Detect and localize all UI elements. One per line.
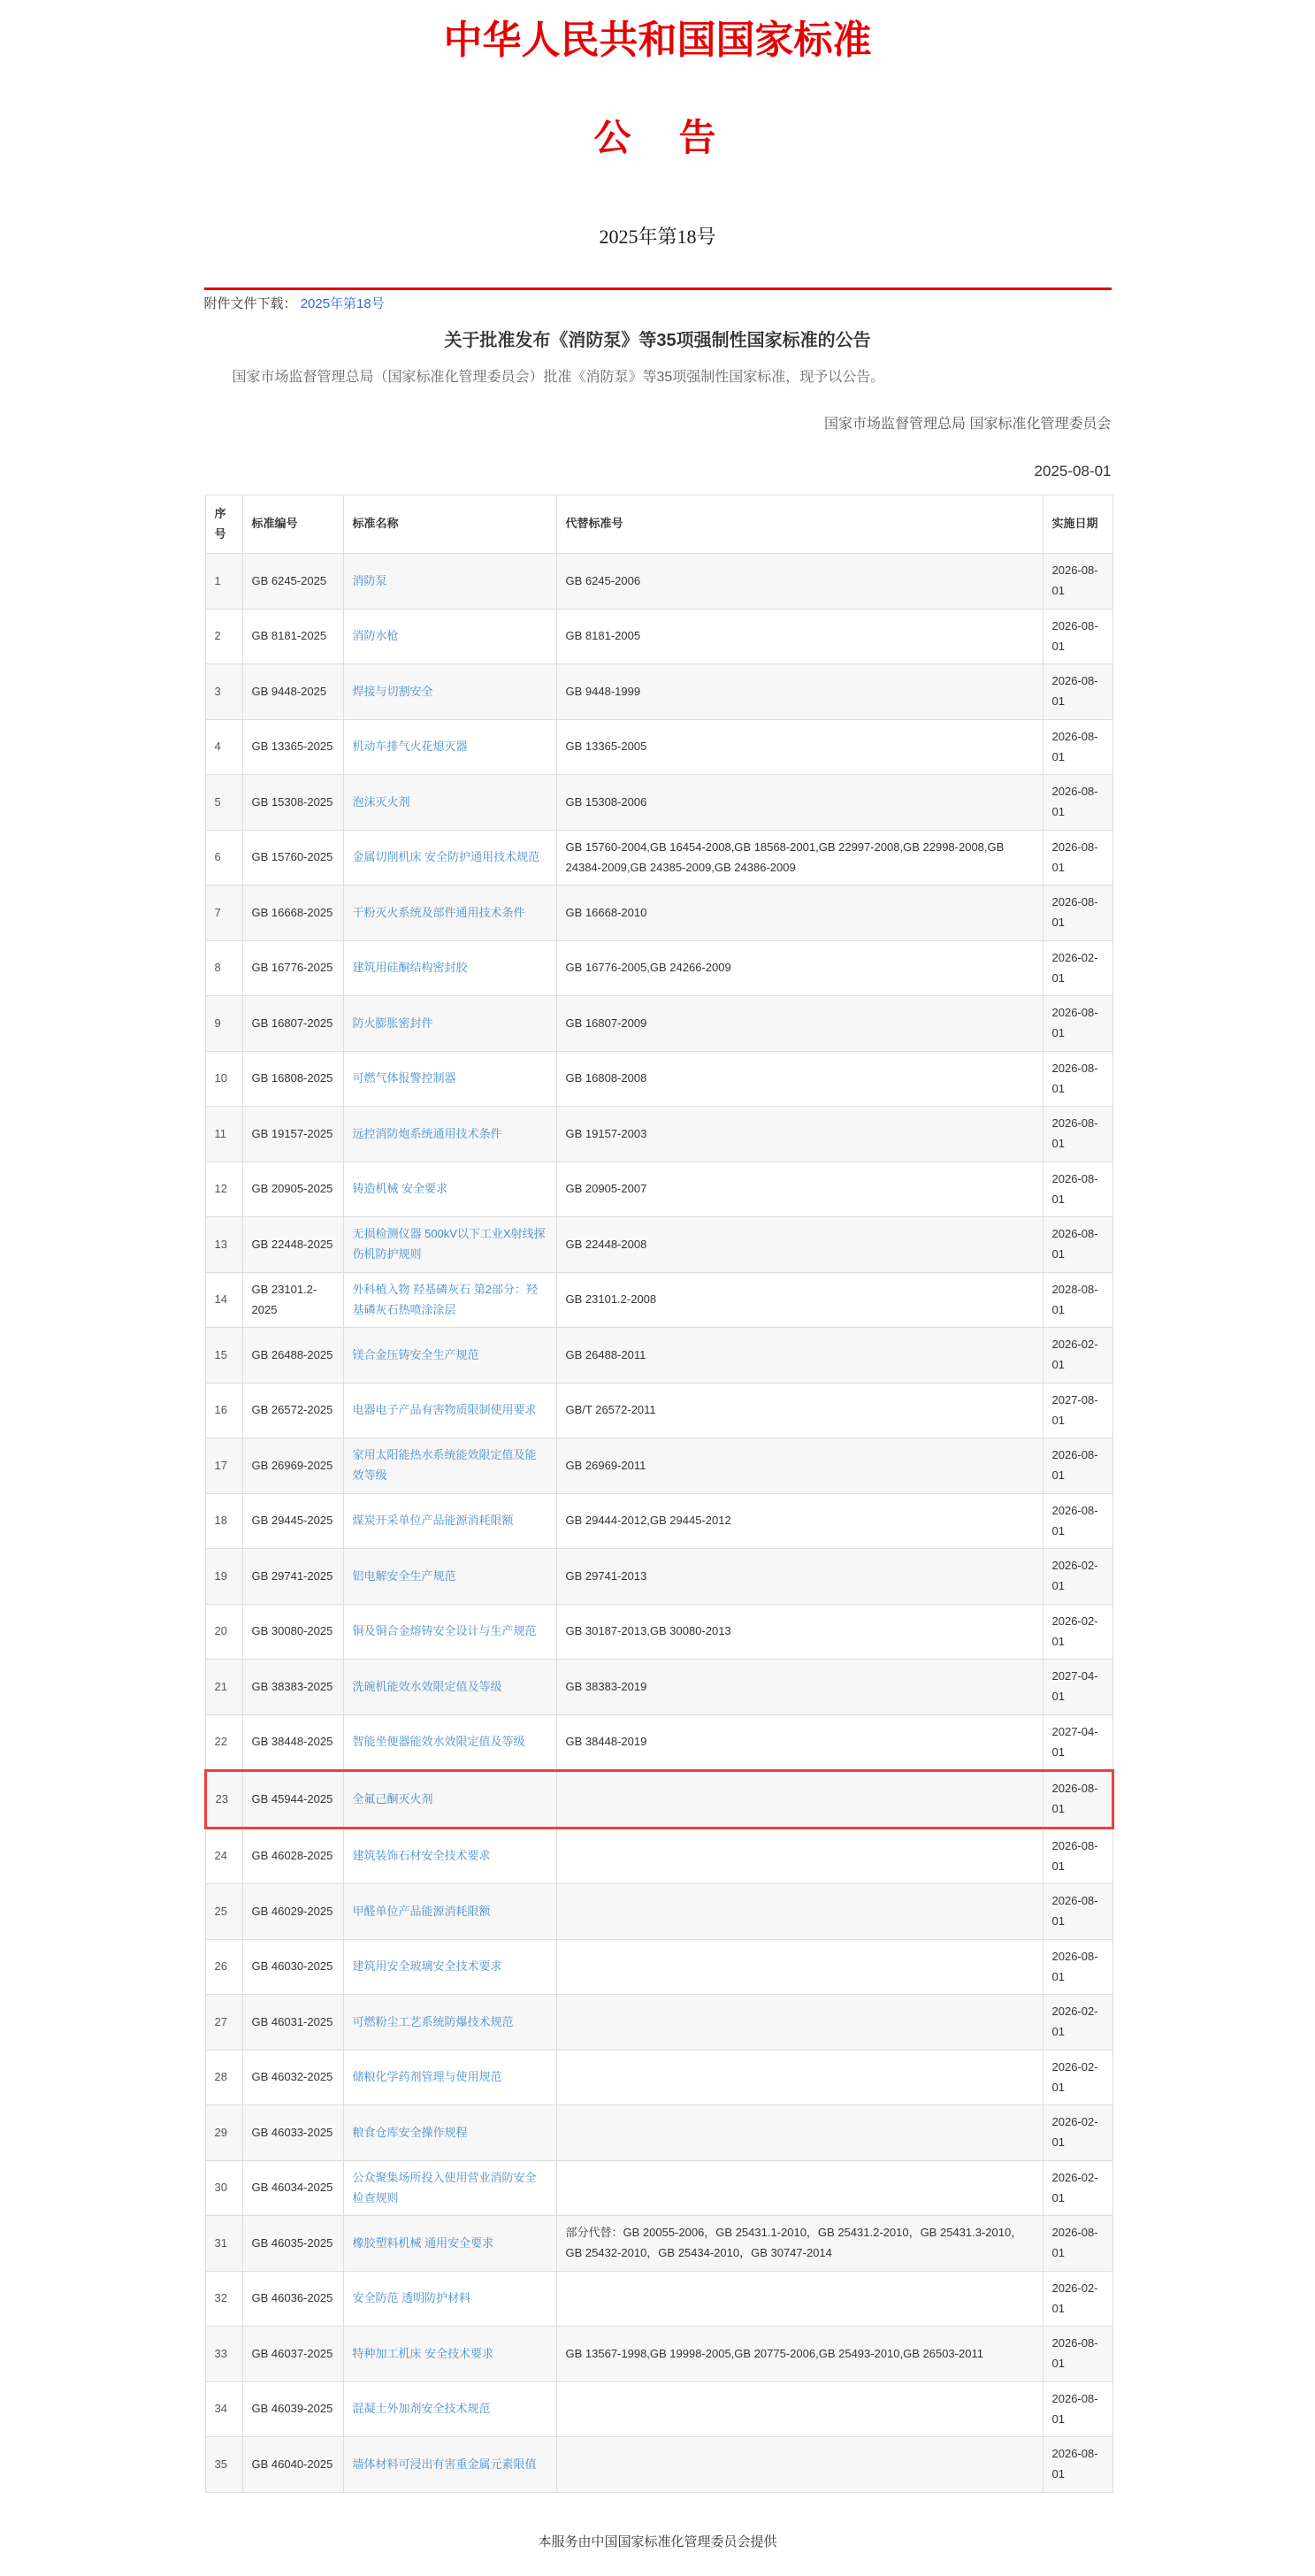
header-standard-code: 标准编号 — [242, 494, 343, 554]
cell-implementation-date: 2026-08-01 — [1043, 1828, 1112, 1884]
cell-replaced-code: GB 23101.2-2008 — [556, 1272, 1043, 1328]
cell-replaced-code: GB 26969-2011 — [556, 1438, 1043, 1494]
cell-standard-code: GB 6245-2025 — [242, 554, 343, 610]
standard-name-link[interactable]: 远控消防炮系统通用技术条件 — [352, 1126, 502, 1140]
table-row — [205, 1995, 1112, 2051]
cell-standard-name — [343, 1051, 556, 1107]
cell-standard-code: GB 46029-2025 — [242, 1884, 343, 1940]
table-row — [205, 2271, 1112, 2327]
table-row — [205, 886, 1112, 941]
cell-replaced-code — [556, 2050, 1043, 2105]
cell-standard-code: GB 38448-2025 — [242, 1714, 343, 1771]
publish-date: 2025-08-01 — [1034, 462, 1112, 479]
cell-implementation-date: 2026-08-01 — [1043, 609, 1112, 664]
standard-name-link[interactable]: 可燃粉尘工艺系统防爆技术规范 — [352, 2014, 514, 2028]
standard-name-link[interactable]: 公众聚集场所投入使用营业消防安全检查规则 — [352, 2170, 537, 2204]
cell-standard-code: GB 9448-2025 — [242, 664, 343, 720]
cell-seq: 35 — [205, 2437, 242, 2493]
standard-name-link[interactable]: 建筑装饰石材安全技术要求 — [352, 1849, 491, 1863]
cell-implementation-date: 2026-02-01 — [1043, 940, 1112, 996]
standard-name-link[interactable]: 全氟己酮灭火剂 — [352, 1791, 433, 1806]
cell-seq: 31 — [205, 2216, 242, 2272]
cell-standard-name — [343, 1828, 556, 1884]
cell-standard-name — [343, 2437, 556, 2493]
cell-standard-name — [343, 2160, 556, 2216]
cell-seq: 17 — [205, 1438, 242, 1494]
table-row — [205, 719, 1112, 775]
announcement-title: 关于批准发布《消防泵》等35项强制性国家标准的公告 — [444, 330, 871, 350]
cell-replaced-code: GB 16776-2005,GB 24266-2009 — [556, 940, 1043, 996]
cell-implementation-date: 2026-08-01 — [1043, 2437, 1112, 2493]
cell-replaced-code — [556, 1771, 1043, 1828]
cell-implementation-date: 2026-08-01 — [1043, 886, 1112, 941]
table-row — [205, 1217, 1112, 1273]
cell-standard-code: GB 29741-2025 — [242, 1549, 343, 1605]
table-row — [205, 1660, 1112, 1715]
page-content — [204, 0, 1112, 2576]
standard-name-link[interactable]: 墙体材料可浸出有害重金属元素限值 — [352, 2457, 537, 2471]
table-row — [205, 1051, 1112, 1107]
cell-standard-code: GB 23101.2-2025 — [242, 1272, 343, 1328]
cell-standard-name — [343, 554, 556, 610]
cell-implementation-date: 2026-08-01 — [1043, 719, 1112, 775]
cell-implementation-date: 2026-02-01 — [1043, 1328, 1112, 1384]
cell-standard-name — [343, 1328, 556, 1384]
table-row — [205, 996, 1112, 1052]
standard-name-link[interactable]: 特种加工机床 安全技术要求 — [352, 2346, 494, 2360]
cell-replaced-code — [556, 1995, 1043, 2051]
standards-table — [204, 494, 1114, 2493]
cell-implementation-date: 2026-08-01 — [1043, 996, 1112, 1052]
table-row — [205, 1604, 1112, 1660]
cell-implementation-date: 2027-04-01 — [1043, 1660, 1112, 1715]
cell-standard-code: GB 46031-2025 — [242, 1995, 343, 2051]
cell-implementation-date: 2026-08-01 — [1043, 775, 1112, 831]
cell-seq: 26 — [205, 1939, 242, 1995]
table-row — [205, 1493, 1112, 1549]
cell-seq: 24 — [205, 1828, 242, 1884]
cell-implementation-date: 2026-08-01 — [1043, 1939, 1112, 1995]
standard-name-link[interactable]: 建筑用安全玻璃安全技术要求 — [352, 1959, 502, 1974]
standard-name-link[interactable]: 消防泵 — [352, 573, 387, 587]
table-row — [205, 664, 1112, 720]
cell-implementation-date: 2026-08-01 — [1043, 2216, 1112, 2272]
cell-implementation-date: 2026-02-01 — [1043, 1604, 1112, 1660]
cell-standard-code: GB 45944-2025 — [242, 1771, 343, 1828]
cell-seq: 3 — [205, 664, 242, 720]
cell-standard-name — [343, 1939, 556, 1995]
cell-standard-name — [343, 1604, 556, 1660]
cell-standard-code: GB 26969-2025 — [242, 1438, 343, 1494]
standard-name-link[interactable]: 混凝土外加剂安全技术规范 — [352, 2402, 491, 2416]
cell-replaced-code: GB 29741-2013 — [556, 1549, 1043, 1605]
cell-seq: 29 — [205, 2105, 242, 2161]
cell-implementation-date: 2026-02-01 — [1043, 1549, 1112, 1605]
cell-implementation-date: 2026-08-01 — [1043, 554, 1112, 610]
standard-name-link[interactable]: 可燃气体报警控制器 — [352, 1071, 456, 1085]
cell-standard-code: GB 15760-2025 — [242, 830, 343, 886]
standard-name-link[interactable]: 洗碗机能效水效限定值及等级 — [352, 1679, 502, 1693]
cell-implementation-date: 2026-08-01 — [1043, 1493, 1112, 1549]
cell-replaced-code: GB 16807-2009 — [556, 996, 1043, 1052]
cell-implementation-date: 2026-08-01 — [1043, 1051, 1112, 1107]
table-row-highlighted — [205, 1771, 1112, 1828]
cell-replaced-code — [556, 2381, 1043, 2437]
cell-standard-name — [343, 996, 556, 1052]
cell-standard-name — [343, 664, 556, 720]
table-row — [205, 1714, 1112, 1771]
cell-seq: 1 — [205, 554, 242, 610]
table-row — [205, 2216, 1112, 2272]
cell-standard-code: GB 16807-2025 — [242, 996, 343, 1052]
standard-name-link[interactable]: 焊接与切割安全 — [352, 684, 433, 698]
table-row — [205, 2105, 1112, 2161]
cell-standard-name — [343, 2216, 556, 2272]
cell-standard-name — [343, 1162, 556, 1217]
cell-seq: 19 — [205, 1549, 242, 1605]
cell-standard-code: GB 16776-2025 — [242, 940, 343, 996]
cell-replaced-code: GB 15308-2006 — [556, 775, 1043, 831]
cell-implementation-date: 2026-02-01 — [1043, 1995, 1112, 2051]
cell-standard-name — [343, 1771, 556, 1828]
cell-seq: 23 — [205, 1771, 242, 1828]
cell-seq: 27 — [205, 1995, 242, 2051]
footer-text: 本服务由中国国家标准化管理委员会提供 — [538, 2534, 777, 2549]
standard-name-link[interactable]: 无损检测仪器 500kV以下工业X射线探伤机防护规则 — [352, 1227, 546, 1261]
cell-implementation-date: 2026-08-01 — [1043, 664, 1112, 720]
standard-name-link[interactable]: 铸造机械 安全要求 — [352, 1182, 448, 1196]
cell-replaced-code — [556, 2105, 1043, 2161]
cell-standard-code: GB 46037-2025 — [242, 2327, 343, 2382]
cell-seq: 5 — [205, 775, 242, 831]
cell-seq: 28 — [205, 2050, 242, 2105]
standard-name-link[interactable]: 家用太阳能热水系统能效限定值及能效等级 — [352, 1448, 537, 1483]
cell-seq: 25 — [205, 1884, 242, 1940]
cell-seq: 33 — [205, 2327, 242, 2382]
cell-seq: 6 — [205, 830, 242, 886]
cell-standard-name — [343, 1660, 556, 1715]
cell-standard-code: GB 29445-2025 — [242, 1493, 343, 1549]
cell-replaced-code: GB 13365-2005 — [556, 719, 1043, 775]
cell-replaced-code — [556, 1884, 1043, 1940]
cell-replaced-code: GB 30187-2013,GB 30080-2013 — [556, 1604, 1043, 1660]
attachment-link[interactable]: 2025年第18号 — [300, 295, 385, 311]
cell-implementation-date: 2026-08-01 — [1043, 1438, 1112, 1494]
cell-standard-name — [343, 1493, 556, 1549]
cell-standard-name — [343, 2105, 556, 2161]
cell-seq: 2 — [205, 609, 242, 664]
table-row — [205, 1328, 1112, 1384]
attachment-line — [204, 295, 1112, 313]
cell-seq: 32 — [205, 2271, 242, 2327]
issue-number: 2025年第18号 — [599, 225, 716, 248]
table-row — [205, 1383, 1112, 1438]
standard-name-link[interactable]: 橡胶塑料机械 通用安全要求 — [352, 2235, 494, 2250]
cell-standard-code: GB 8181-2025 — [242, 609, 343, 664]
cell-standard-code: GB 20905-2025 — [242, 1162, 343, 1217]
cell-standard-code: GB 16668-2025 — [242, 886, 343, 941]
cell-implementation-date: 2026-08-01 — [1043, 830, 1112, 886]
cell-standard-code: GB 22448-2025 — [242, 1217, 343, 1273]
cell-replaced-code: GB 19157-2003 — [556, 1107, 1043, 1162]
standard-name-link[interactable]: 安全防范 透明防护材料 — [352, 2291, 471, 2305]
sub-title: 公 告 — [593, 119, 722, 160]
cell-standard-code: GB 46034-2025 — [242, 2160, 343, 2216]
standard-name-link[interactable]: 铜及铜合金熔铸安全设计与生产规范 — [352, 1624, 537, 1638]
cell-replaced-code: GB 6245-2006 — [556, 554, 1043, 610]
table-row — [205, 2050, 1112, 2105]
cell-replaced-code: GB 38383-2019 — [556, 1660, 1043, 1715]
cell-seq: 14 — [205, 1272, 242, 1328]
cell-standard-code: GB 46032-2025 — [242, 2050, 343, 2105]
standard-name-link[interactable]: 机动车排气火花熄灭器 — [352, 740, 468, 754]
cell-seq: 15 — [205, 1328, 242, 1384]
header-implementation-date: 实施日期 — [1043, 494, 1112, 554]
table-row — [205, 554, 1112, 610]
cell-standard-code: GB 19157-2025 — [242, 1107, 343, 1162]
cell-seq: 22 — [205, 1714, 242, 1771]
table-row — [205, 2381, 1112, 2437]
cell-replaced-code: GB 29444-2012,GB 29445-2012 — [556, 1493, 1043, 1549]
cell-standard-code: GB 46030-2025 — [242, 1939, 343, 1995]
standard-name-link[interactable]: 储粮化学药剂管理与使用规范 — [352, 2070, 502, 2084]
cell-seq: 12 — [205, 1162, 242, 1217]
standard-name-link[interactable]: 消防水枪 — [352, 629, 399, 643]
cell-replaced-code — [556, 2271, 1043, 2327]
cell-standard-name — [343, 2381, 556, 2437]
cell-replaced-code: GB 8181-2005 — [556, 609, 1043, 664]
cell-replaced-code: GB 38448-2019 — [556, 1714, 1043, 1771]
cell-implementation-date: 2026-08-01 — [1043, 1162, 1112, 1217]
standard-name-link[interactable]: 防火膨胀密封件 — [352, 1016, 433, 1030]
cell-seq: 13 — [205, 1217, 242, 1273]
cell-implementation-date: 2026-02-01 — [1043, 2105, 1112, 2161]
standard-name-link[interactable]: 泡沫灭火剂 — [352, 794, 410, 809]
cell-replaced-code — [556, 1939, 1043, 1995]
cell-standard-name — [343, 1383, 556, 1438]
standard-name-link[interactable]: 电器电子产品有害物质限制使用要求 — [352, 1403, 537, 1417]
cell-standard-code: GB 13365-2025 — [242, 719, 343, 775]
cell-implementation-date: 2026-02-01 — [1043, 2271, 1112, 2327]
table-header-row — [205, 494, 1112, 554]
table-row — [205, 940, 1112, 996]
cell-seq: 11 — [205, 1107, 242, 1162]
table-row — [205, 1438, 1112, 1494]
cell-seq: 10 — [205, 1051, 242, 1107]
header-seq: 序号 — [205, 494, 242, 554]
table-row — [205, 830, 1112, 886]
cell-standard-name — [343, 886, 556, 941]
table-row — [205, 2327, 1112, 2382]
cell-implementation-date: 2028-08-01 — [1043, 1272, 1112, 1328]
cell-standard-code: GB 46039-2025 — [242, 2381, 343, 2437]
cell-implementation-date: 2027-04-01 — [1043, 1714, 1112, 1771]
cell-standard-code: GB 26488-2025 — [242, 1328, 343, 1384]
cell-standard-code: GB 26572-2025 — [242, 1383, 343, 1438]
cell-standard-code: GB 30080-2025 — [242, 1604, 343, 1660]
cell-replaced-code: GB 26488-2011 — [556, 1328, 1043, 1384]
cell-standard-name — [343, 1217, 556, 1273]
standard-name-link[interactable]: 干粉灭火系统及部件通用技术条件 — [352, 905, 525, 919]
cell-standard-name — [343, 1272, 556, 1328]
cell-implementation-date: 2026-08-01 — [1043, 2327, 1112, 2382]
cell-replaced-code: GB 16808-2008 — [556, 1051, 1043, 1107]
cell-replaced-code: GB 9448-1999 — [556, 664, 1043, 720]
cell-implementation-date: 2026-08-01 — [1043, 1771, 1112, 1828]
cell-implementation-date: 2026-08-01 — [1043, 1107, 1112, 1162]
cell-replaced-code: GB 16668-2010 — [556, 886, 1043, 941]
cell-standard-code: GB 38383-2025 — [242, 1660, 343, 1715]
standard-name-link[interactable]: 镁合金压铸安全生产规范 — [352, 1347, 479, 1361]
cell-seq: 4 — [205, 719, 242, 775]
standard-name-link[interactable]: 甲醛单位产品能源消耗限额 — [352, 1904, 491, 1918]
cell-seq: 21 — [205, 1660, 242, 1715]
cell-seq: 9 — [205, 996, 242, 1052]
cell-seq: 34 — [205, 2381, 242, 2437]
cell-standard-code: GB 46035-2025 — [242, 2216, 343, 2272]
cell-seq: 7 — [205, 886, 242, 941]
standard-name-link[interactable]: 铝电解安全生产规范 — [352, 1568, 456, 1583]
cell-seq: 8 — [205, 940, 242, 996]
table-row — [205, 1162, 1112, 1217]
cell-standard-name — [343, 1549, 556, 1605]
cell-replaced-code: GB 13567-1998,GB 19998-2005,GB 20775-2006,GB 25493-2010,GB 26503-2011 — [556, 2327, 1043, 2382]
cell-standard-code: GB 46028-2025 — [242, 1828, 343, 1884]
cell-replaced-code: GB 20905-2007 — [556, 1162, 1043, 1217]
cell-standard-code: GB 46036-2025 — [242, 2271, 343, 2327]
cell-replaced-code: GB/T 26572-2011 — [556, 1383, 1043, 1438]
cell-standard-name — [343, 1884, 556, 1940]
table-row — [205, 1939, 1112, 1995]
cell-standard-name — [343, 719, 556, 775]
cell-implementation-date: 2026-08-01 — [1043, 2381, 1112, 2437]
cell-implementation-date: 2026-02-01 — [1043, 2050, 1112, 2105]
cell-standard-name — [343, 1107, 556, 1162]
table-row — [205, 609, 1112, 664]
table-row — [205, 1272, 1112, 1328]
cell-standard-name — [343, 2327, 556, 2382]
cell-seq: 18 — [205, 1493, 242, 1549]
standards-table-body — [205, 554, 1112, 2493]
cell-seq: 20 — [205, 1604, 242, 1660]
standard-name-link[interactable]: 煤炭开采单位产品能源消耗限额 — [352, 1514, 514, 1528]
cell-standard-name — [343, 2050, 556, 2105]
cell-standard-name — [343, 1995, 556, 2051]
header-standard-name: 标准名称 — [343, 494, 556, 554]
red-divider — [204, 288, 1112, 290]
cell-standard-code: GB 15308-2025 — [242, 775, 343, 831]
signature-line: 国家市场监督管理总局 国家标准化管理委员会 — [824, 416, 1112, 432]
standard-name-link[interactable]: 建筑用硅酮结构密封胶 — [352, 961, 468, 975]
cell-replaced-code: GB 15760-2004,GB 16454-2008,GB 18568-2001,GB 22997-2008,GB 22998-2008,GB 24384-2009,GB 24385-2009,GB 24386-2009 — [556, 830, 1043, 886]
cell-seq: 30 — [205, 2160, 242, 2216]
table-row — [205, 775, 1112, 831]
cell-implementation-date: 2026-08-01 — [1043, 1884, 1112, 1940]
cell-standard-name — [343, 830, 556, 886]
cell-implementation-date: 2027-08-01 — [1043, 1383, 1112, 1438]
table-row — [205, 1884, 1112, 1940]
cell-implementation-date: 2026-02-01 — [1043, 2160, 1112, 2216]
cell-seq: 16 — [205, 1383, 242, 1438]
cell-standard-name — [343, 775, 556, 831]
cell-standard-code: GB 16808-2025 — [242, 1051, 343, 1107]
table-row — [205, 2160, 1112, 2216]
standard-name-link[interactable]: 外科植入物 羟基磷灰石 第2部分：羟基磷灰石热喷涂涂层 — [352, 1282, 538, 1316]
table-row — [205, 1107, 1112, 1162]
cell-standard-code: GB 46033-2025 — [242, 2105, 343, 2161]
standard-name-link[interactable]: 金属切削机床 安全防护通用技术规范 — [352, 850, 540, 864]
cell-standard-name — [343, 609, 556, 664]
cell-implementation-date: 2026-08-01 — [1043, 1217, 1112, 1273]
cell-replaced-code — [556, 2437, 1043, 2493]
table-row — [205, 1828, 1112, 1884]
cell-replaced-code — [556, 2160, 1043, 2216]
cell-standard-code: GB 46040-2025 — [242, 2437, 343, 2493]
cell-standard-name — [343, 940, 556, 996]
cell-standard-name — [343, 1714, 556, 1771]
cell-replaced-code — [556, 1828, 1043, 1884]
standard-name-link[interactable]: 粮食仓库安全操作规程 — [352, 2125, 468, 2139]
standard-name-link[interactable]: 智能坐便器能效水效限定值及等级 — [352, 1735, 525, 1749]
cell-replaced-code: GB 22448-2008 — [556, 1217, 1043, 1273]
cell-replaced-code: 部分代替：GB 20055-2006，GB 25431.1-2010，GB 25431.2-2010，GB 25431.3-2010，GB 25432-2010，GB 25434-2010，GB 30747-2014 — [556, 2216, 1043, 2272]
cell-standard-name — [343, 2271, 556, 2327]
table-row — [205, 2437, 1112, 2493]
cell-standard-name — [343, 1438, 556, 1494]
header-replaced-code: 代替标准号 — [556, 494, 1043, 554]
table-row — [205, 1549, 1112, 1605]
announcement-body: 国家市场监督管理总局（国家标准化管理委员会）批准《消防泵》等35项强制性国家标准，现予以公告。 — [232, 369, 885, 385]
attachment-label: 附件文件下载： — [203, 295, 297, 311]
main-title: 中华人民共和国国家标准 — [443, 19, 872, 62]
